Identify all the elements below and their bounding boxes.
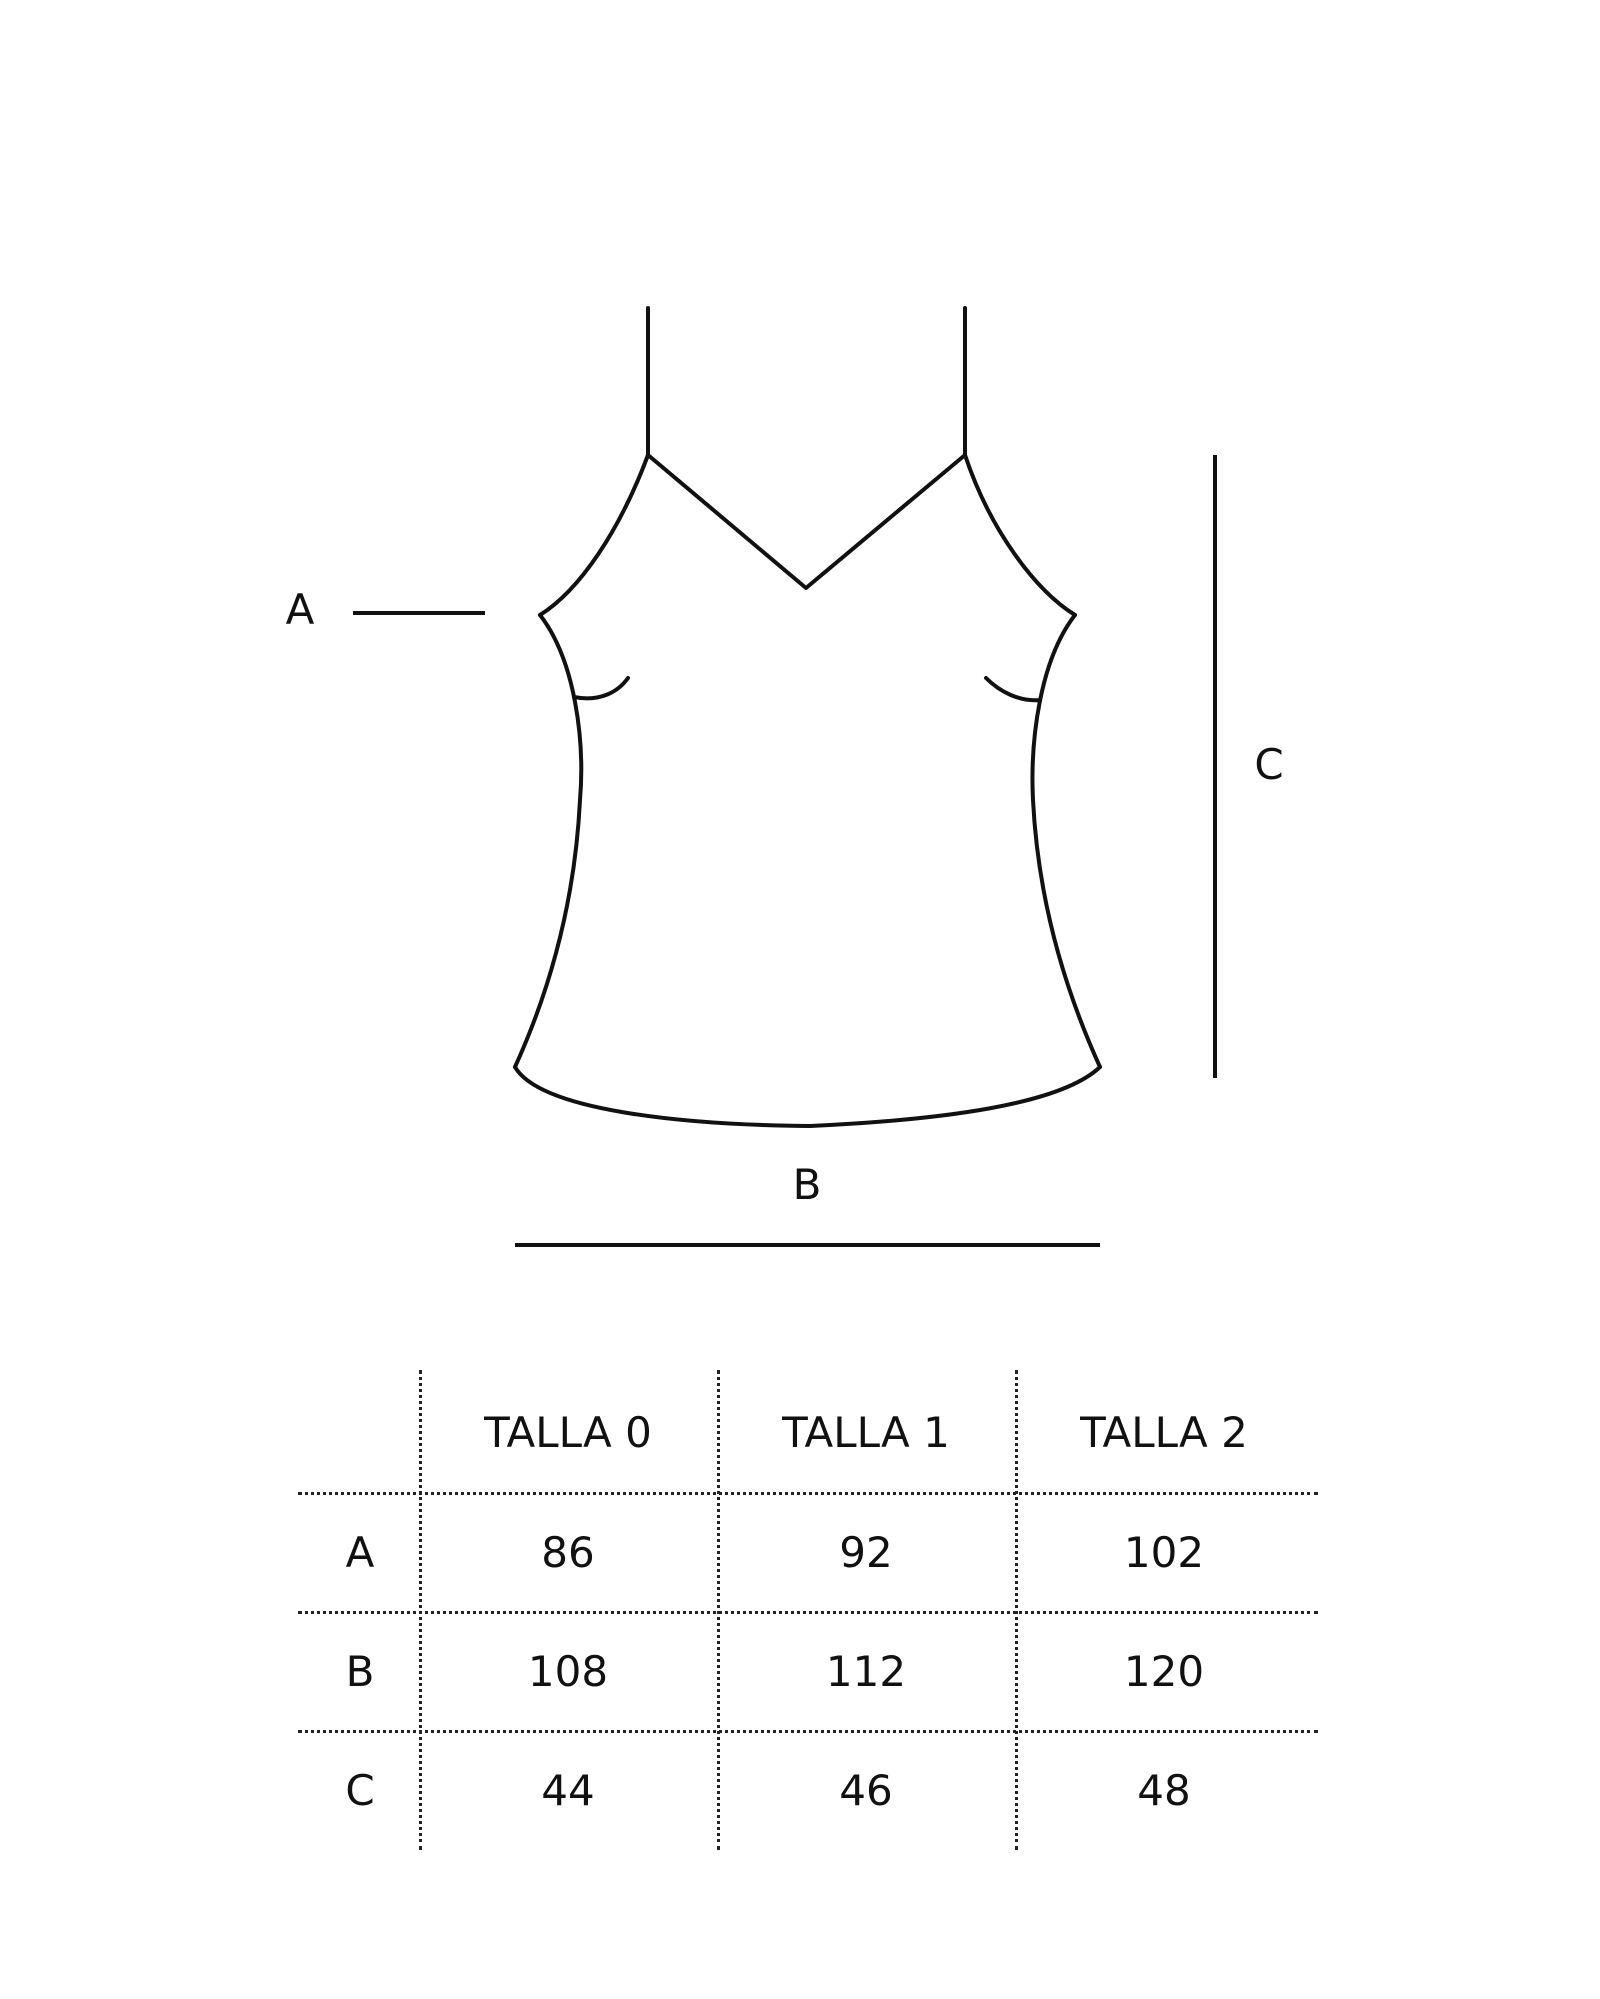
table-row-label: B: [345, 1647, 375, 1696]
table-divider-vertical: [1015, 1370, 1018, 1850]
dimension-b-label: B: [792, 1160, 822, 1209]
table-row-label: C: [345, 1766, 375, 1815]
table-row-label: A: [345, 1528, 375, 1577]
dimension-a-label: A: [285, 585, 315, 634]
table-divider-horizontal: [298, 1611, 1318, 1614]
table-cell: 46: [839, 1766, 893, 1815]
left-side-seam: [515, 615, 581, 1067]
dimension-c-label: C: [1254, 740, 1284, 789]
table-cell: 44: [541, 1766, 595, 1815]
table-cell: 120: [1123, 1647, 1205, 1696]
table-cell: 108: [527, 1647, 609, 1696]
table-header-cell: TALLA 2: [1080, 1408, 1248, 1457]
table-cell: 102: [1123, 1528, 1205, 1577]
table-divider-horizontal: [298, 1492, 1318, 1495]
table-divider-horizontal: [298, 1730, 1318, 1733]
hem: [515, 1067, 1100, 1126]
table-divider-vertical: [717, 1370, 720, 1850]
table-header-cell: TALLA 0: [484, 1408, 652, 1457]
left-bust-dart: [574, 678, 628, 698]
left-armhole: [540, 455, 648, 615]
right-armhole: [965, 455, 1075, 615]
right-bust-dart: [986, 678, 1040, 700]
table-cell: 48: [1137, 1766, 1191, 1815]
table-header-cell: TALLA 1: [782, 1408, 950, 1457]
table-cell: 86: [541, 1528, 595, 1577]
table-divider-vertical: [419, 1370, 422, 1850]
neckline: [648, 455, 965, 588]
table-cell: 112: [825, 1647, 907, 1696]
right-side-seam: [1032, 615, 1100, 1067]
table-cell: 92: [839, 1528, 893, 1577]
